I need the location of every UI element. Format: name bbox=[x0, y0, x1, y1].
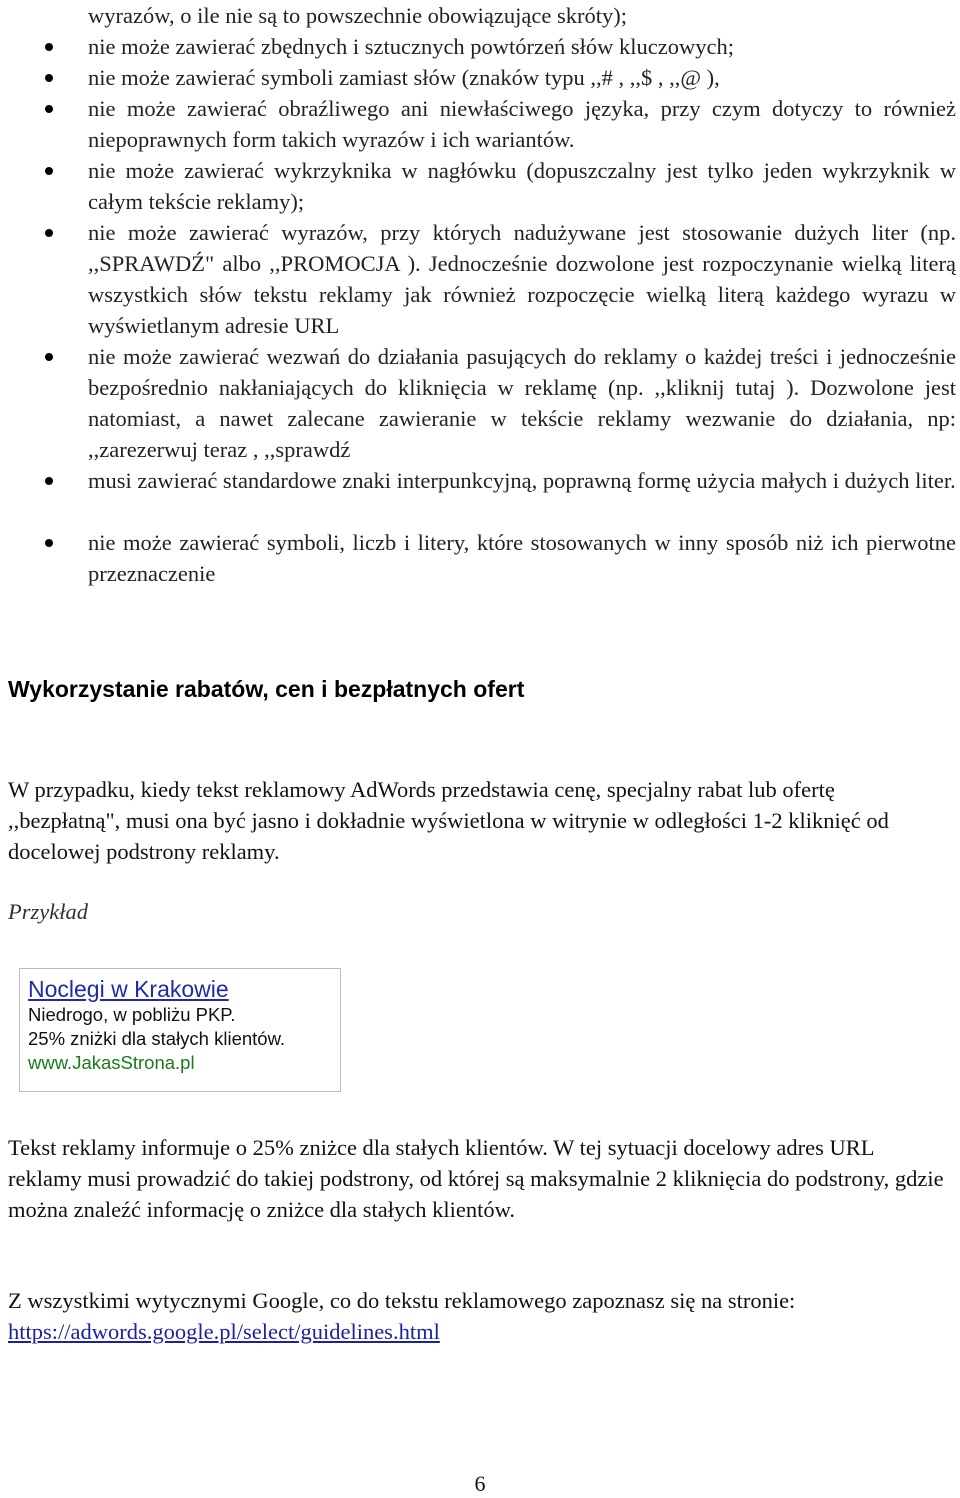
guidelines-link[interactable]: https://adwords.google.pl/select/guidelines.html bbox=[8, 1319, 440, 1344]
list-item bbox=[0, 465, 960, 527]
intro-paragraph: W przypadku, kiedy tekst reklamowy AdWords przedstawia cenę, specjalny rabat lub ofertę ,,bezpłatną", musi ona być jasno i dokładnie wyświetlona w witrynie w odległości 1-2 kliknięć od docelowej podstrony reklamy. bbox=[8, 777, 889, 864]
bullet-icon bbox=[45, 477, 53, 485]
bullet-icon bbox=[45, 539, 53, 547]
explanation-paragraph: Tekst reklamy informuje o 25% zniżce dla stałych klientów. W tej sytuacji docelowy adres URL reklamy musi prowadzić do takiej podstrony, od której są maksymalnie 2 kliknięcia do podstrony, gdzie można znaleźć informację o zniżce dla stałych klientów. bbox=[8, 1135, 944, 1222]
ad-description-line: Niedrogo, w pobliżu PKP. bbox=[28, 1004, 236, 1025]
ad-title: Noclegi w Krakowie bbox=[28, 976, 229, 1002]
section-heading: Wykorzystanie rabatów, cen i bezpłatnych ofert bbox=[8, 676, 525, 702]
list-item-text: nie może zawierać wykrzyknika w nagłówku (dopuszczalny jest tylko jeden wykrzyknik w całym tekście reklamy); bbox=[88, 158, 956, 214]
list-item-text: musi zawierać standardowe znaki interpunkcyjną, poprawną formę użycia małych i dużych liter. bbox=[88, 468, 956, 493]
ad-example-image bbox=[19, 968, 341, 1092]
bullet-icon bbox=[45, 229, 53, 237]
list-item-text: nie może zawierać zbędnych i sztucznych powtórzeń słów kluczowych; bbox=[88, 34, 734, 59]
list-item-text: nie może zawierać wyrazów, przy których nadużywane jest stosowanie dużych liter (np. ,,SPRAWDŹ" albo ,,PROMOCJA ). Jednocześnie dozwolone jest rozpoczynanie wielką literą wszystkich słów tekstu reklamy jak również rozpoczęcie wielką literą każdego wyrazu w wyświetlanym adresie URL bbox=[88, 220, 956, 338]
bullet-icon bbox=[45, 43, 53, 51]
guidelines-text: Z wszystkimi wytycznymi Google, co do tekstu reklamowego zapoznasz się na stronie: bbox=[8, 1288, 796, 1313]
bullet-icon bbox=[45, 105, 53, 113]
list-item bbox=[0, 62, 960, 93]
example-label: Przykład bbox=[8, 899, 88, 924]
guidelines-paragraph bbox=[8, 1285, 948, 1347]
list-item bbox=[0, 31, 960, 62]
bullet-icon bbox=[45, 167, 53, 175]
page-number: 6 bbox=[474, 1471, 486, 1496]
list-item bbox=[0, 93, 960, 155]
list-item bbox=[0, 527, 960, 589]
list-item bbox=[0, 0, 960, 31]
list-item-text: nie może zawierać obraźliwego ani niewłaściwego języka, przy czym dotyczy to również niepoprawnych form takich wyrazów i ich wariantów. bbox=[88, 96, 956, 152]
bullet-icon bbox=[45, 74, 53, 82]
list-item-text: nie może zawierać symboli zamiast słów (znaków typu ,,# , ,,$ , ,,@ ), bbox=[88, 65, 720, 90]
list-item bbox=[0, 341, 960, 465]
ad-display-url: www.JakasStrona.pl bbox=[28, 1052, 195, 1073]
list-item bbox=[0, 155, 960, 217]
list-item-text: wyrazów, o ile nie są to powszechnie obowiązujące skróty); bbox=[88, 3, 627, 28]
bullet-icon bbox=[45, 353, 53, 361]
list-item-text: nie może zawierać wezwań do działania pasujących do reklamy o każdej treści i jednocześnie bezpośrednio nakłaniających do kliknięcia w reklamę (np. ,,kliknij tutaj ). Dozwolone jest natomiast, a nawet zalecane zawieranie w tekście reklamy wezwanie do działania, np: ,,zarezerwuj teraz , ,,sprawdź bbox=[88, 344, 956, 462]
requirements-list bbox=[0, 0, 960, 589]
list-item bbox=[0, 217, 960, 341]
ad-description-line: 25% zniżki dla stałych klientów. bbox=[28, 1028, 286, 1049]
list-item-text: nie może zawierać symboli, liczb i litery, które stosowanych w inny sposób niż ich pierwotne przeznaczenie bbox=[88, 530, 956, 586]
